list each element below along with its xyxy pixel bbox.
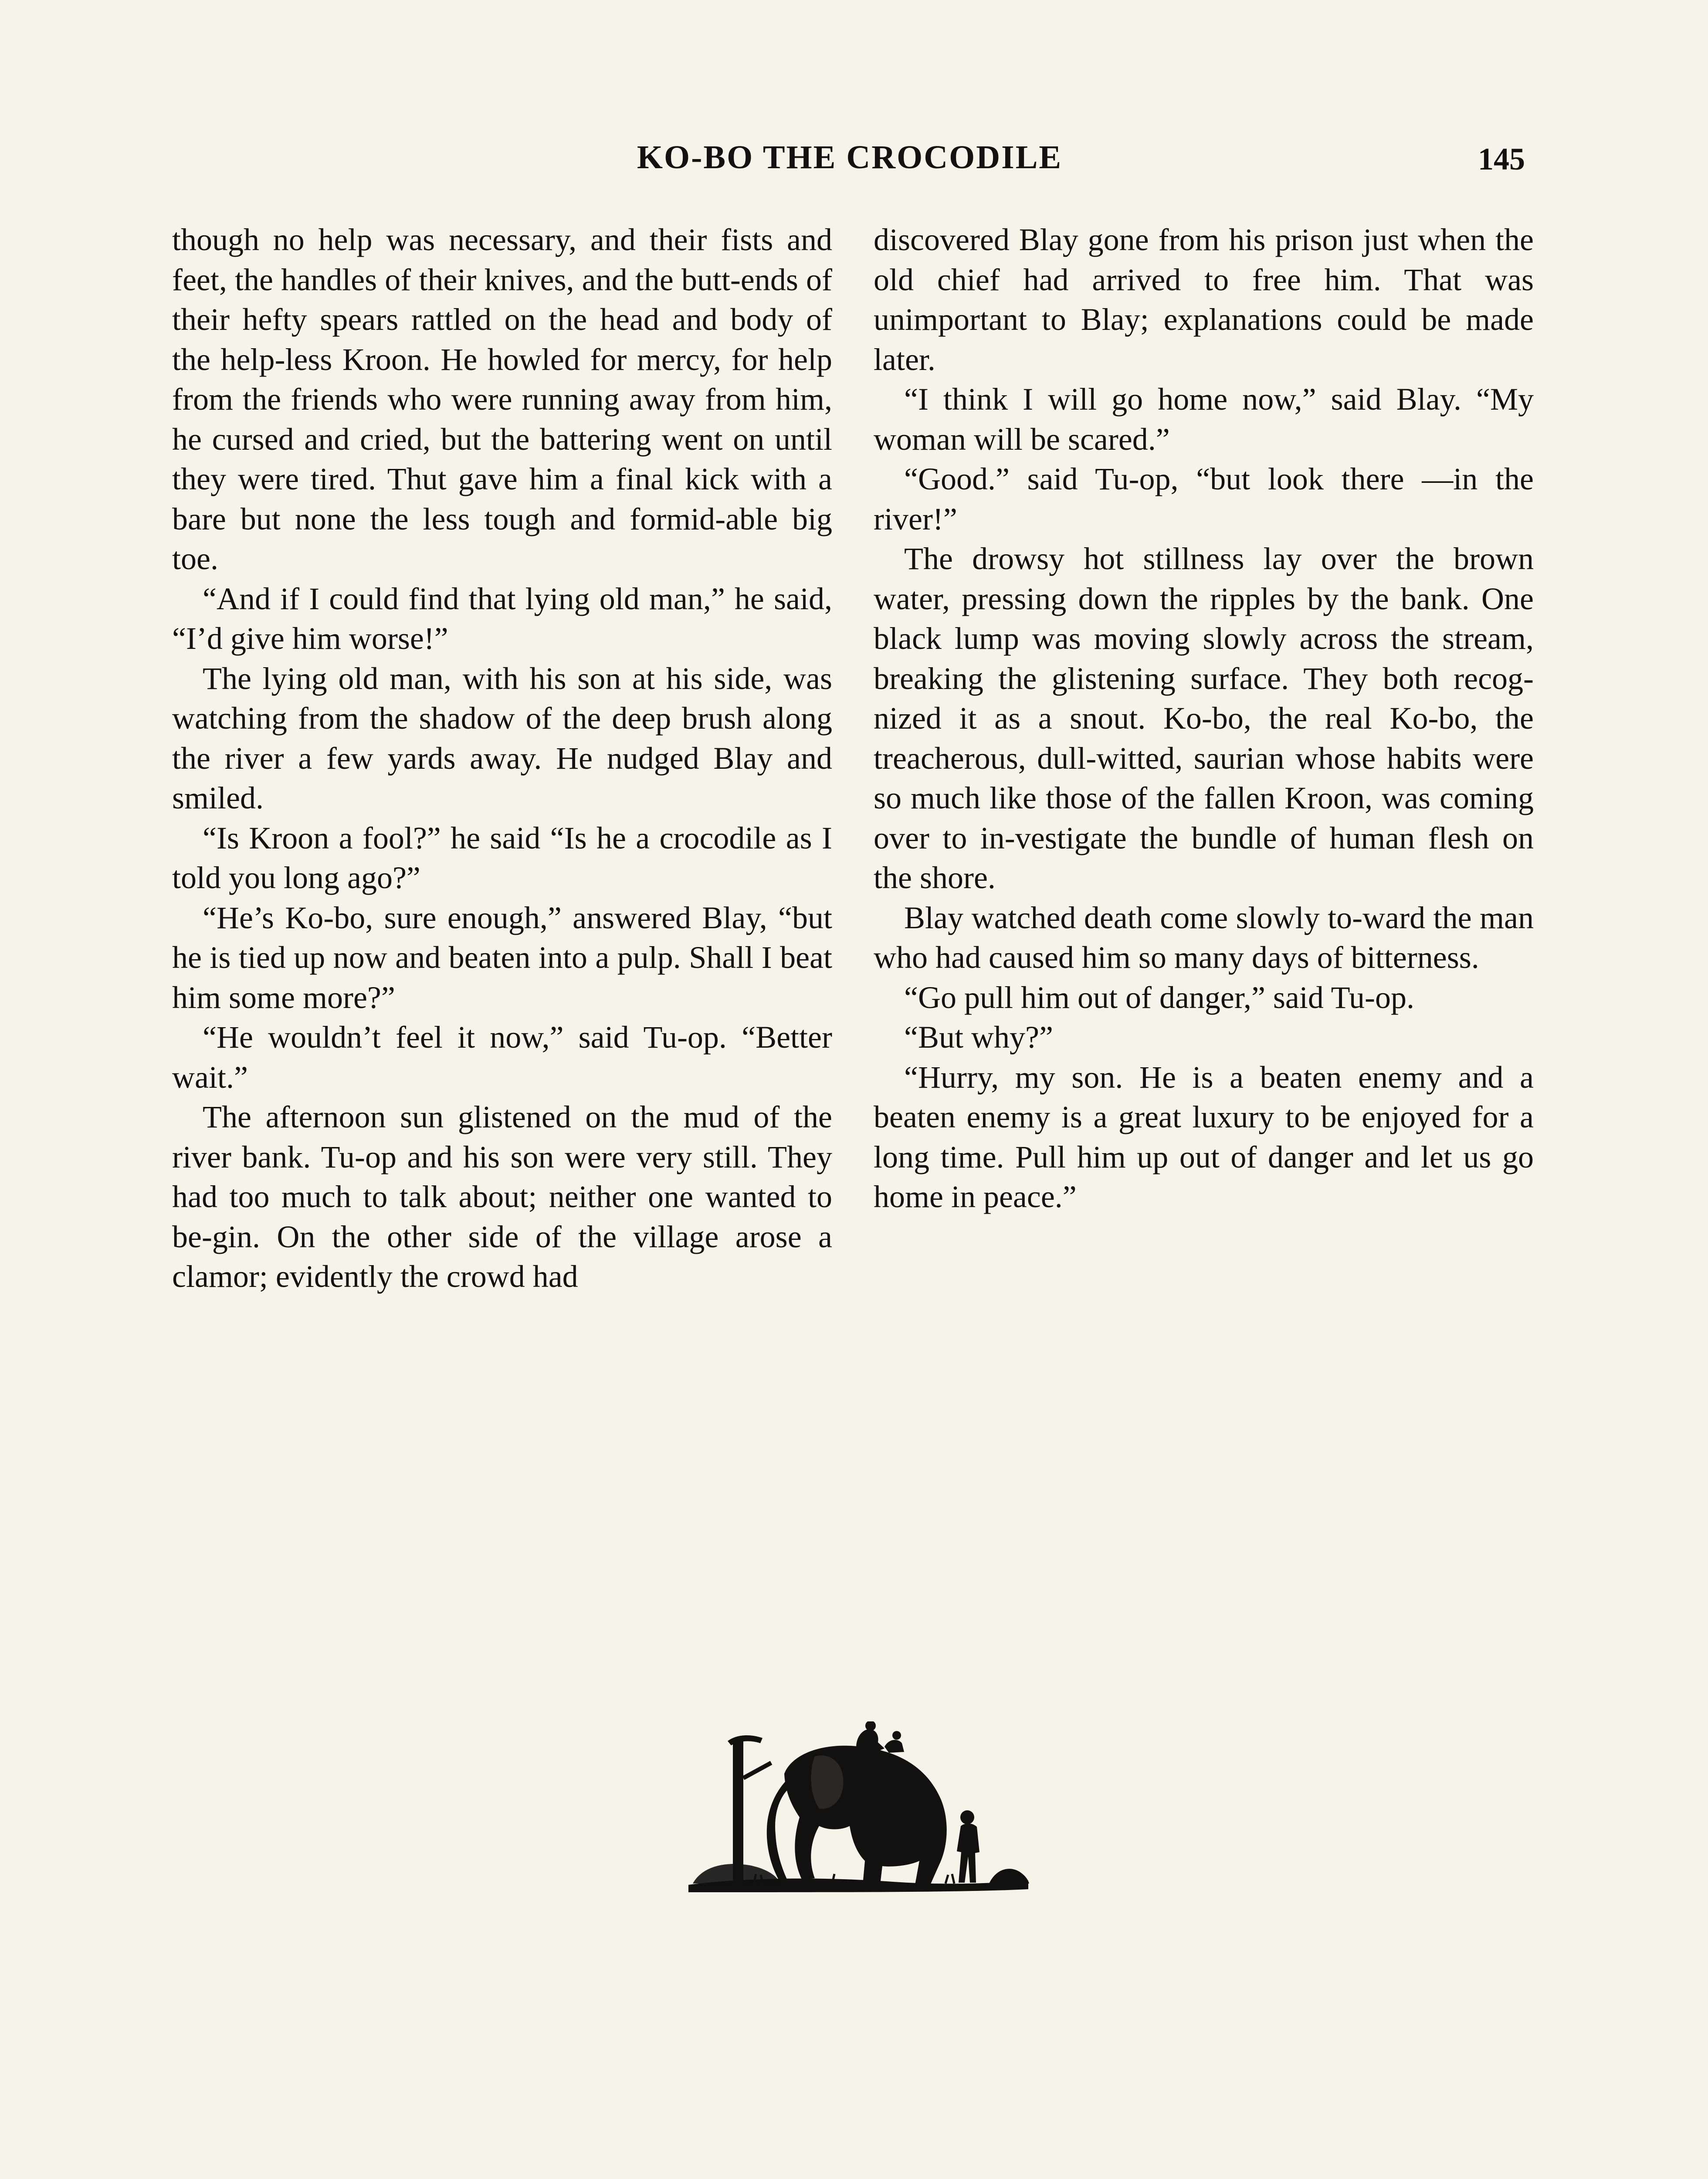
right-text-column [874, 220, 1534, 1217]
paragraph: The afternoon sun glistened on the mud of the river bank. Tu-op and his son were very still. They had too much to talk about; neither one wanted to be-gin. On the other side of the village arose a clamor; evidently the crowd had [172, 1100, 832, 1294]
paragraph: “Good.” said Tu-op, “but look there —in the river!” [874, 462, 1534, 536]
paragraph: “He’s Ko-bo, sure enough,” answered Blay, “but he is tied up now and beaten into a pulp. Shall I beat him some more?” [172, 900, 832, 1015]
running-title: KO-BO THE CROCODILE [637, 139, 1063, 176]
paragraph: “Hurry, my son. He is a beaten enemy and a beaten enemy is a great luxury to be enjoyed for a long time. Pull him up out of danger and let us go home in peace.” [874, 1059, 1534, 1214]
paragraph: “Go pull him out of danger,” said Tu-op. [904, 980, 1415, 1015]
paragraph: “Is Kroon a fool?” he said “Is he a crocodile as I told you long ago?” [172, 820, 832, 895]
left-text-column [172, 220, 832, 1297]
paragraph: Blay watched death come slowly to-ward the man who had caused him so many days of bitterness. [874, 900, 1534, 975]
paragraph: “I think I will go home now,” said Blay. “My woman will be scared.” [874, 382, 1534, 457]
page-header [174, 139, 1525, 182]
paragraph: “And if I could find that lying old man,” he said, “I’d give him worse!” [172, 581, 832, 656]
paragraph: The lying old man, with his son at his side, was watching from the shadow of the deep brush along the river a few yards away. He nudged Blay and smiled. [172, 661, 832, 815]
paragraph: The drowsy hot stillness lay over the brown water, pressing down the ripples by the bank. One black lump was moving slowly across the stream, breaking the glistening surface. They both recog-nized it as a snout. Ko-bo, the real Ko-bo, the treacherous, dull-witted, saurian whose habits were so much like those of the fallen Kroon, was coming over to in-vestigate the bundle of human flesh on the shore. [874, 541, 1534, 895]
paragraph: “He wouldn’t feel it now,” said Tu-op. “Better wait.” [172, 1020, 832, 1095]
elephant-vignette-illustration [684, 1721, 1033, 1900]
elephant-with-riders-icon [684, 1721, 1033, 1900]
paragraph: discovered Blay gone from his prison just when the old chief had arrived to free him. That was unimportant to Blay; explanations could be made later. [874, 222, 1534, 377]
page-number: 145 [1478, 142, 1525, 176]
paragraph: though no help was necessary, and their fists and feet, the handles of their knives, and the butt-ends of their hefty spears rattled on the head and body of the help-less Kroon. He howled for mercy, for help from the friends who were running away from him, he cursed and cried, but the battering went on until they were tired. Thut gave him a final kick with a bare but none the less tough and formid-able big toe. [172, 222, 832, 576]
paragraph: “But why?” [904, 1020, 1053, 1055]
